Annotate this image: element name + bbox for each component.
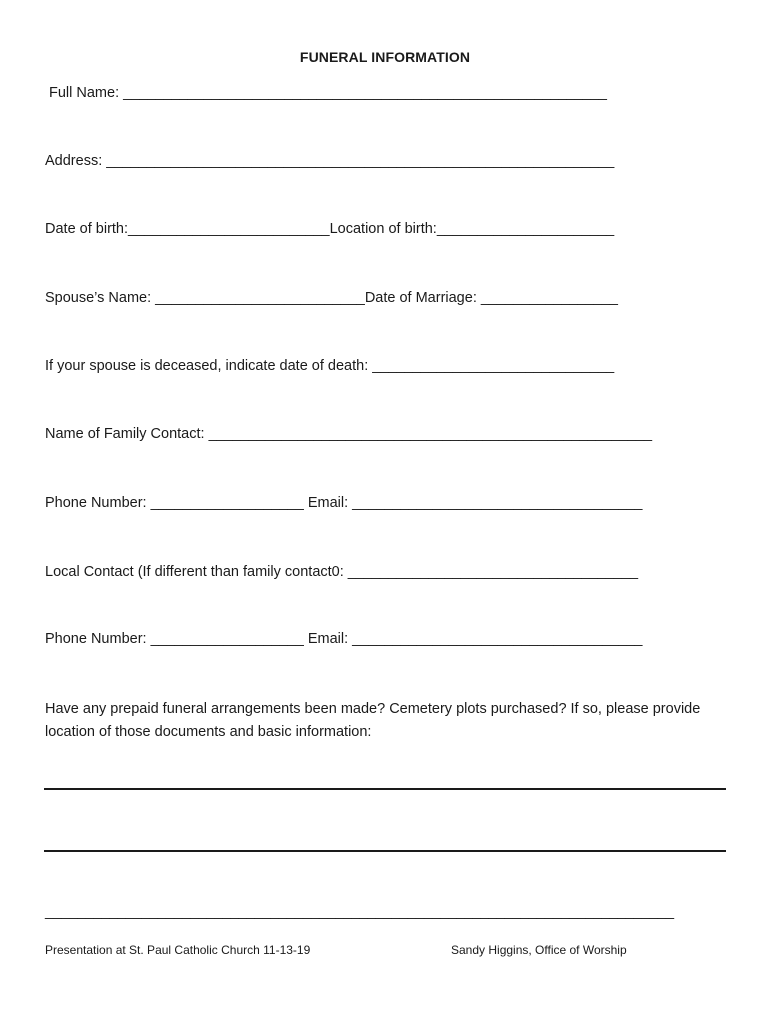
full-name-field[interactable]: Full Name: ____________________________________________________________ [49, 85, 607, 101]
answer-line-2[interactable] [44, 850, 726, 852]
phone-email-fields-1[interactable]: Phone Number: ___________________ Email: ____________________________________ [45, 495, 643, 511]
family-contact-field[interactable]: Name of Family Contact: _______________________________________________________ [45, 426, 653, 442]
prepaid-arrangements-question: Have any prepaid funeral arrangements been made? Cemetery plots purchased? If so, please provide location of those documents and basic information: [45, 701, 701, 740]
address-field[interactable]: Address: _______________________________________________________________ [45, 153, 615, 169]
spouse-fields[interactable]: Spouse’s Name: __________________________Date of Marriage: _________________ [45, 290, 618, 306]
footer-presentation-note: Presentation at St. Paul Catholic Church 11-13-19 [45, 943, 311, 957]
local-contact-field[interactable]: Local Contact (If different than family contact0: ____________________________________ [45, 564, 639, 580]
phone-email-fields-2[interactable]: Phone Number: ___________________ Email: ____________________________________ [45, 631, 643, 647]
spouse-death-date-field[interactable]: If your spouse is deceased, indicate date of death: ______________________________ [45, 358, 615, 374]
document-title: FUNERAL INFORMATION [299, 49, 471, 65]
footer-author-credit: Sandy Higgins, Office of Worship [451, 943, 627, 957]
birth-fields[interactable]: Date of birth:_________________________Location of birth:______________________ [45, 221, 615, 237]
answer-line-1[interactable] [44, 788, 726, 790]
answer-line-3[interactable]: ______________________________________________________________________________ [45, 904, 675, 920]
